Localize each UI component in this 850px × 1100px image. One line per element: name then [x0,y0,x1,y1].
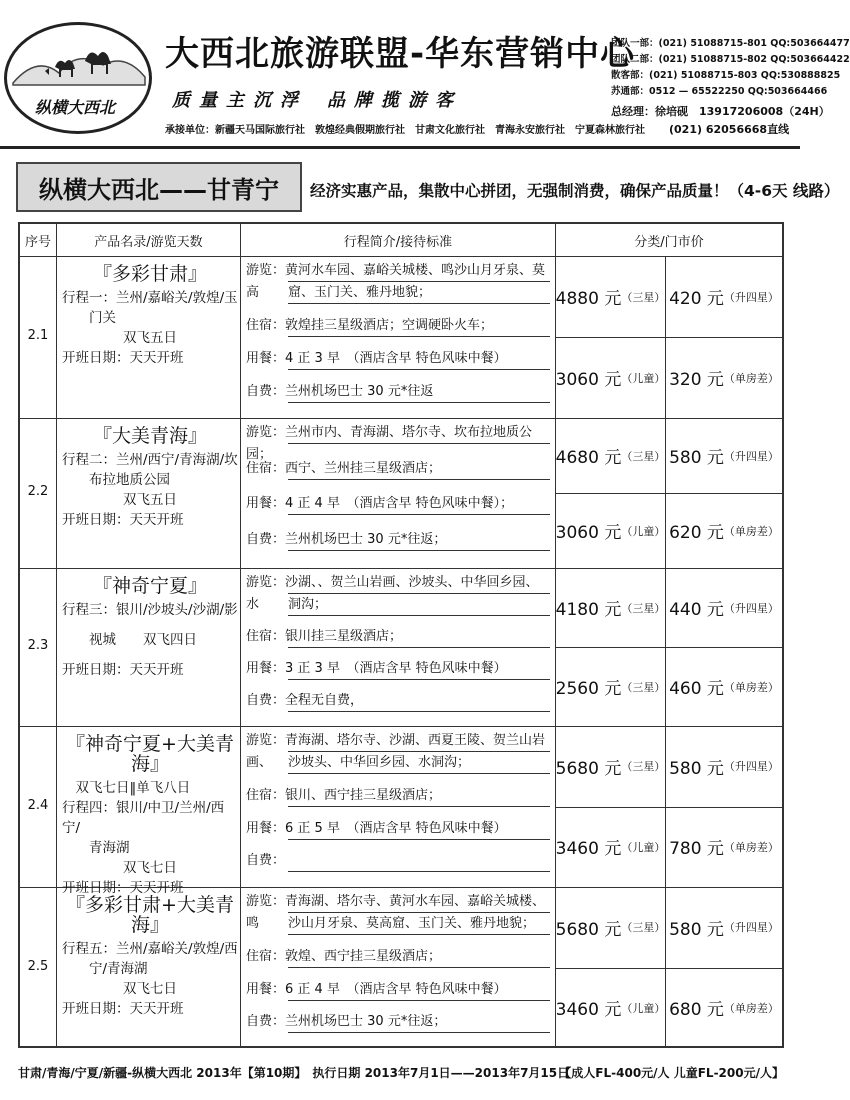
schedule-label: 自费： [246,853,286,869]
schedule-line [246,594,550,616]
row-seq-number: 2.4 [27,797,49,813]
schedule-label: 住宿： [246,460,286,476]
price-category: （儿童） [621,524,666,538]
underline [288,443,550,444]
price-cell [556,256,665,337]
price-cell [666,493,782,568]
schedule-cell [246,256,552,418]
price-cell [666,726,782,807]
row-seq-number: 2.2 [27,484,49,499]
schedule-value: 兰州市内、青海湖、塔尔寺、坎布拉地质公园； [246,425,533,462]
schedule-line [246,850,550,872]
schedule-line [246,626,550,648]
product-route-line: 青海湖 [62,840,130,856]
schedule-value: 敦煌、西宁挂三星级酒店； [285,948,442,964]
schedule-value: 兰州机场巴士 30 元*往返； [285,1014,447,1030]
schedule-label: 用餐： [246,496,286,511]
schedule-value: 兰州机场巴士 30 元*往返； [285,531,447,547]
product-route-line: 宁/青海湖 [62,961,148,977]
price-category: （三星） [621,760,666,774]
price-value: 420 元 [669,289,724,309]
schedule-line [246,529,550,551]
underline [288,550,550,551]
price-cell [556,807,665,888]
price-category: （升四星） [723,921,779,935]
schedule-label: 住宿： [246,629,286,644]
price-value: 3060 元 [555,370,622,390]
product-route-line: 行程五：兰州/嘉峪关/敦煌/西 [62,941,238,957]
schedule-label: 用餐： [246,351,286,366]
product-title: 『大美青海』 [92,425,207,447]
price-cell [556,337,665,418]
product-route-line: 行程三：银川/沙坡头/沙湖/影 [62,602,238,618]
schedule-label: 游览： [246,425,286,440]
schedule-value: 银川挂三星级酒店； [285,629,403,644]
slogan [172,86,462,112]
schedule-value: 沙湖、、贺兰山岩画、沙坡头、中华回乡园、水 [246,575,539,612]
header-product: 产品名录/游览天数 [57,224,240,256]
schedule-label: 自费： [246,531,286,547]
schedule-cell [246,887,552,1048]
product-route-line: 行程四：银川/中卫/兰州/西宁/ [62,800,225,836]
schedule-value: 银川、西宁挂三星级酒店； [285,787,442,803]
underline [288,711,550,712]
product-days: 双飞七日 [123,981,177,997]
underline [288,839,550,840]
product-days: 双飞五日 [123,330,177,346]
price-category: （单房差） [723,1001,779,1015]
product-cell [60,426,240,530]
underline [288,1032,550,1033]
price-value: 3460 元 [555,839,622,860]
price-cell [666,568,782,647]
underline [288,679,550,680]
header-divider [0,146,800,149]
price-category: （升四星） [723,601,779,615]
price-value: 3460 元 [555,1000,622,1021]
product-route-line: 双飞七日‖单飞八日 [62,780,191,796]
product-start-date: 开班日期：天天开班 [62,1001,184,1017]
row-seq-number: 2.5 [27,958,49,974]
schedule-label: 用餐： [246,661,286,676]
product-route-line: 视城 双飞四日 [62,632,197,648]
schedule-value: 兰州机场巴士 30 元*往返 [285,384,434,399]
price-value: 3060 元 [555,523,622,543]
underline [288,514,550,515]
price-cell [556,418,665,493]
price-cell [666,887,782,968]
product-cell [60,264,240,368]
schedule-value: 4 正 3 早 （酒店含早 特色风味中餐） [285,351,507,366]
product-route-line: 门关 [62,310,116,326]
header-schedule: 行程简介/接待标准 [241,224,555,256]
price-cell [666,256,782,337]
schedule-value: 洞沟； [288,597,328,612]
price-category: （三星） [621,449,666,463]
product-start-date: 开班日期：天天开班 [62,662,184,678]
banner-title: 纵横大西北——甘青宁 [16,162,302,212]
price-category: （升四星） [723,449,779,463]
price-cell [556,887,665,968]
underline [288,336,550,337]
product-title: 『神奇宁夏』 [92,575,207,597]
manager-contact [611,103,830,139]
product-route-line: 行程二：兰州/西宁/青海湖/坎 [62,452,238,468]
schedule-value: 沙坡头、中华回乡园、水洞沟； [288,755,471,770]
schedule-value: 青海湖、塔尔寺、黄河水车园、嘉峪关城楼、鸣 [246,894,546,931]
product-days: 双飞五日 [123,492,177,508]
schedule-label: 游览： [246,575,286,590]
schedule-value: 4 正 4 早 （酒店含早 特色风味中餐）； [285,496,514,511]
price-cell [666,337,782,418]
schedule-label: 自费： [246,384,286,399]
contact-line: 团队二部：(021) 51088715-802 QQ:503664422 [611,54,850,65]
schedule-label: 自费： [246,1014,286,1030]
price-value: 4180 元 [555,600,622,620]
schedule-line [246,381,550,403]
schedule-label: 自费： [246,693,286,708]
underline [288,934,550,935]
schedule-value: 沙山月牙泉、莫高窟、玉门关、雅丹地貌； [288,916,536,931]
price-category: （儿童） [621,371,666,385]
product-start-date: 开班日期：天天开班 [62,880,184,896]
price-category: （三星） [621,601,666,615]
price-cell [556,647,665,726]
schedule-value: 窟、玉门关、雅丹地貌； [288,285,432,300]
price-value: 5680 元 [555,919,622,940]
price-value: 5680 元 [555,758,622,779]
contact-line: 团队一部：(021) 51088715-801 QQ:503664477 [611,38,850,49]
product-start-date: 开班日期：天天开班 [62,512,184,528]
schedule-cell [246,726,552,887]
schedule-label: 游览： [246,894,286,909]
header-seq: 序号 [20,224,56,256]
schedule-label: 住宿： [246,787,286,803]
price-category: （三星） [621,290,666,304]
price-category: （儿童） [621,840,666,854]
slogan-left: 质量主沉浮 [172,90,307,111]
schedule-value: 敦煌挂三星级酒店；空调硬卧火车； [285,318,494,333]
price-value: 440 元 [669,600,724,620]
underline [288,369,550,370]
footer [18,1064,784,1081]
schedule-value: 青海湖、塔尔寺、沙湖、西夏王陵、贺兰山岩画、 [246,733,546,770]
schedule-label: 用餐： [246,820,286,836]
price-value: 2560 元 [555,679,622,699]
schedule-value: 6 正 4 早 （酒店含早 特色风味中餐） [285,981,507,997]
underline [288,615,550,616]
schedule-line [246,752,550,774]
logo-text: 纵横大西北 [35,98,116,117]
logo [4,22,152,134]
schedule-label: 游览： [246,733,286,748]
price-cell [556,968,665,1049]
underline [288,773,550,774]
schedule-line [246,493,550,515]
product-title: 『神奇宁夏+大美青海』 [66,733,234,775]
product-start-date: 开班日期：天天开班 [62,350,184,366]
schedule-label: 住宿： [246,948,286,964]
underline [288,806,550,807]
schedule-value: 西宁、兰州挂三星级酒店； [285,460,442,476]
underline [288,479,550,480]
price-category: （单房差） [723,680,779,694]
manager-direct-line: (021) 62056668直线 [669,123,790,136]
price-value: 680 元 [669,1000,724,1021]
schedule-line [246,913,550,935]
contact-line: 散客部：(021) 51088715-803 QQ:530888825 [611,70,841,81]
banner-description: 经济实惠产品，集散中心拼团，无强制消费，确保产品质量！（4-6天 线路） [310,182,840,200]
price-value: 4680 元 [555,448,622,468]
manager-line: 总经理：徐培砚 13917206008（24H） [611,105,830,118]
row-seq-number: 2.1 [27,328,49,343]
underline [288,402,550,403]
price-category: （三星） [621,680,666,694]
product-days: 双飞七日 [123,860,177,876]
price-value: 580 元 [669,448,724,468]
partner-units: 承接单位：新疆天马国际旅行社 敦煌经典假期旅行社 甘肃文化旅行社 青海永安旅行社 宁夏森林旅行社 [165,125,645,136]
schedule-value: 全程无自费， [285,693,364,708]
schedule-line [246,818,550,840]
price-category: （单房差） [723,840,779,854]
column-divider [240,224,241,1046]
schedule-line [246,458,550,480]
schedule-line [246,946,550,968]
price-category: （三星） [621,921,666,935]
schedule-label: 住宿： [246,318,286,333]
header-price: 分类/门市价 [556,224,782,256]
price-value: 620 元 [669,523,724,543]
price-cell [666,968,782,1049]
product-cell [60,734,240,898]
price-cell [556,726,665,807]
schedule-line [246,282,550,304]
schedule-line [246,785,550,807]
schedule-line [246,1011,550,1033]
price-value: 460 元 [669,679,724,699]
schedule-value: 6 正 5 早 （酒店含早 特色风味中餐） [285,820,507,836]
price-category: （单房差） [723,371,779,385]
price-value: 4880 元 [555,289,622,309]
price-value: 580 元 [669,919,724,940]
schedule-label: 游览： [246,263,286,278]
underline [288,647,550,648]
price-value: 780 元 [669,839,724,860]
footer-commission: 【成人FL-400元/人 儿童FL-200元/人】 [559,1066,784,1080]
schedule-line [246,348,550,370]
price-category: （升四星） [723,290,779,304]
schedule-line [246,979,550,1001]
slogan-right: 品牌揽游客 [327,90,462,111]
price-cell [556,493,665,568]
price-category: （儿童） [621,1001,666,1015]
price-value: 320 元 [669,370,724,390]
underline [288,1000,550,1001]
schedule-cell [246,568,552,726]
footer-issue-info: 甘肃/青海/宁夏/新疆-纵横大西北 2013年【第10期】 执行日期 2013年7月1日——2013年7月15日 [18,1066,570,1080]
schedule-cell [246,418,552,568]
header [0,0,850,140]
schedule-line [246,690,550,712]
schedule-value: 3 正 3 早 （酒店含早 特色风味中餐） [285,661,507,676]
price-category: （单房差） [723,524,779,538]
underline [288,871,550,872]
schedule-line [246,658,550,680]
underline [288,303,550,304]
price-table [18,222,784,1048]
product-cell [60,576,240,680]
product-title: 『多彩甘肃+大美青海』 [66,894,234,936]
price-cell [666,418,782,493]
price-category: （升四星） [723,760,779,774]
contact-list [611,36,850,100]
price-cell [666,647,782,726]
contact-line: 苏通部：0512 — 65522250 QQ:503664466 [611,86,828,97]
product-route-line: 行程一：兰州/嘉峪关/敦煌/玉 [62,290,238,306]
column-divider [56,224,57,1046]
row-seq-number: 2.3 [27,638,49,653]
page-title: 大西北旅游联盟-华东营销中心 [165,34,636,74]
price-cell [666,807,782,888]
schedule-value: 黄河水车园、嘉峪关城楼、鸣沙山月牙泉、莫高 [246,263,546,300]
underline [288,967,550,968]
schedule-line [246,315,550,337]
product-cell [60,895,240,1019]
product-title: 『多彩甘肃』 [92,263,207,285]
schedule-label: 用餐： [246,981,286,997]
product-route-line: 布拉地质公园 [62,472,170,488]
price-cell [556,568,665,647]
price-value: 580 元 [669,758,724,779]
